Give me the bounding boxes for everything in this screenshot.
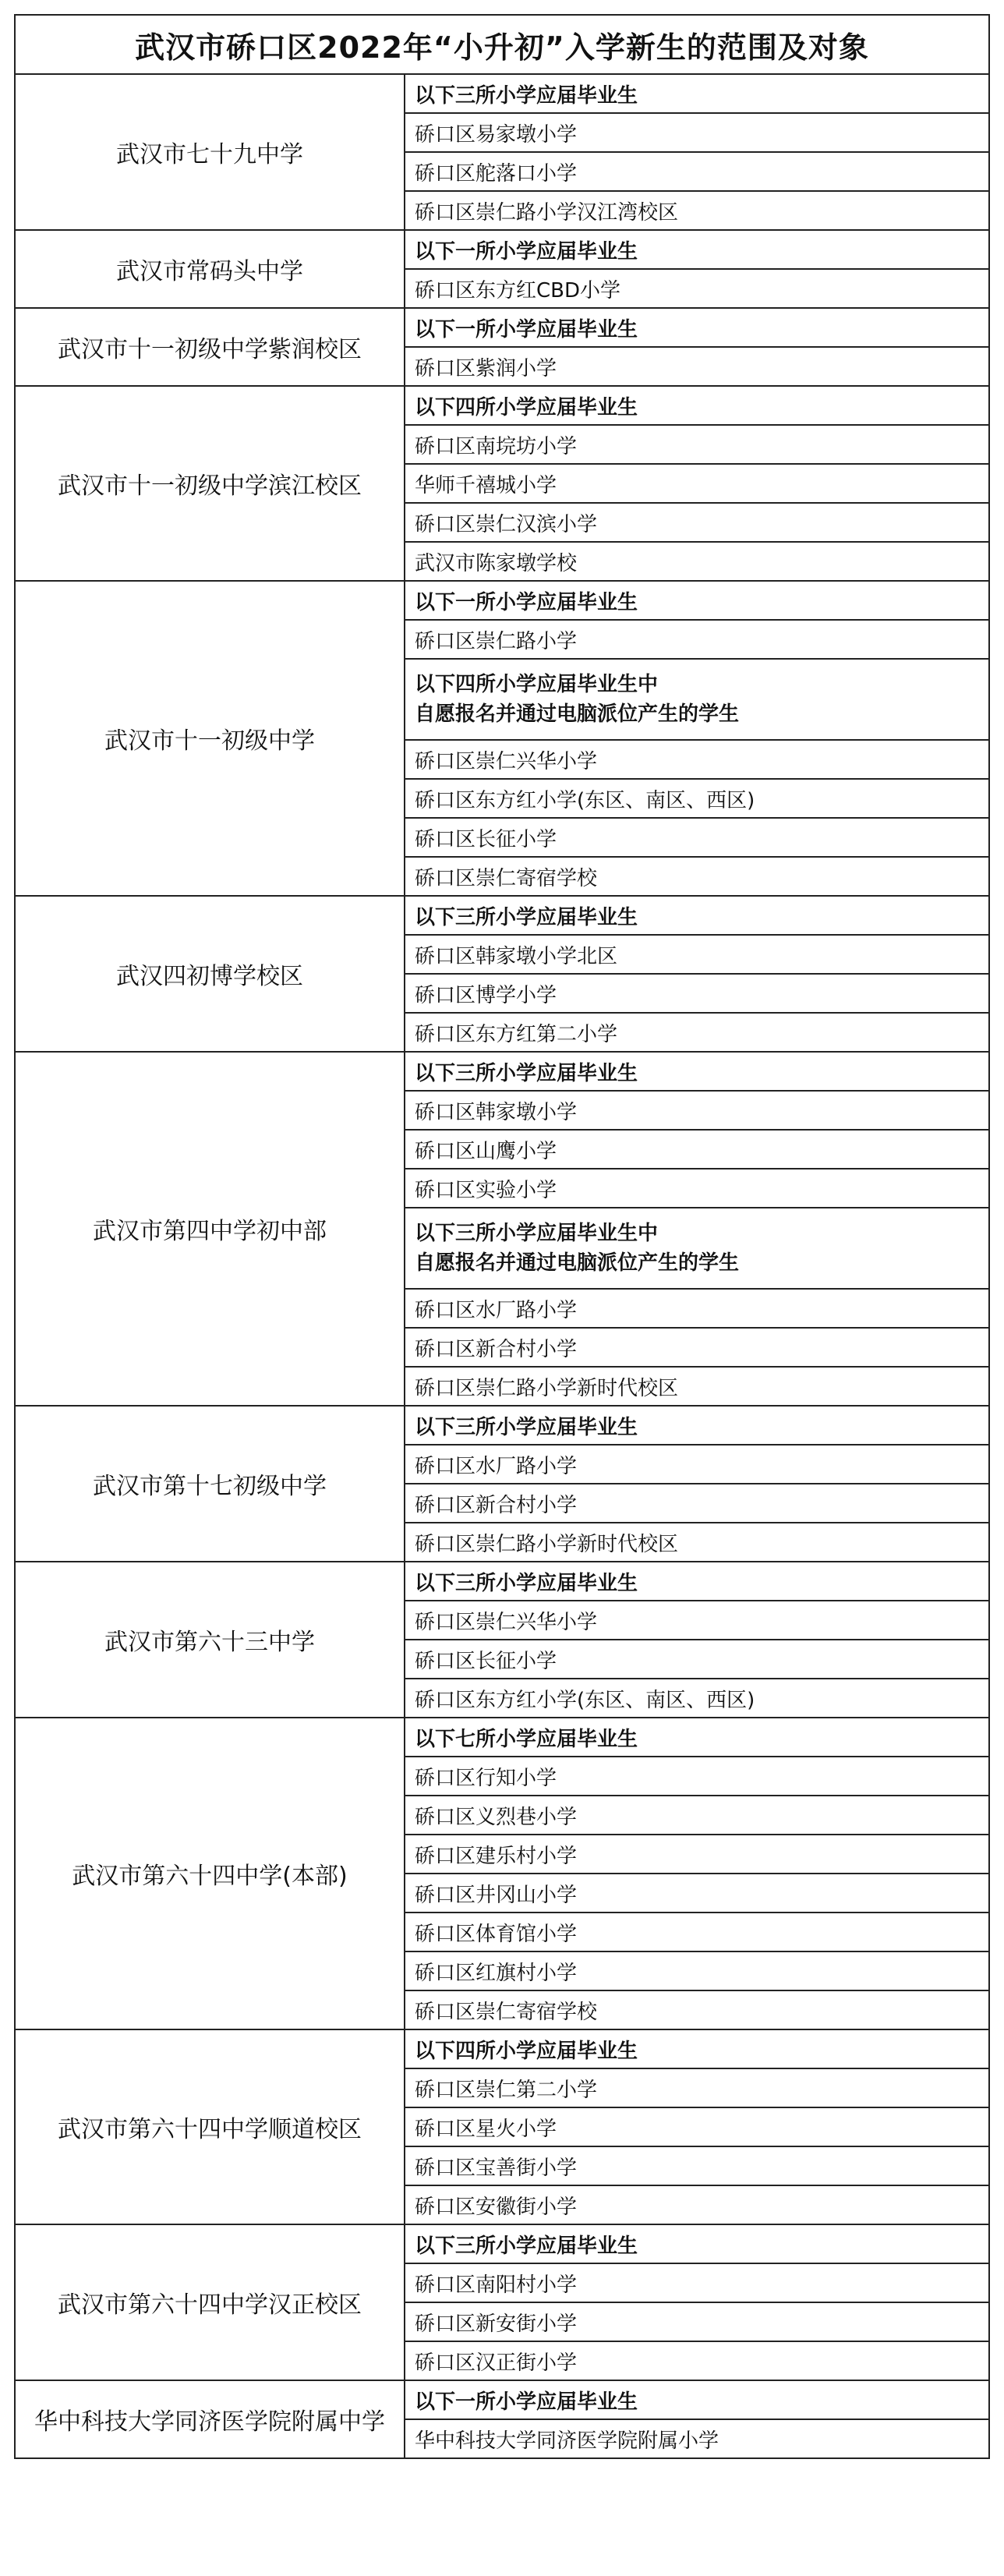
primary-school-name: 硚口区东方红CBD小学: [405, 269, 989, 308]
primary-school-name: 硚口区体育馆小学: [405, 1913, 989, 1951]
eligibility-header: 以下一所小学应届毕业生: [405, 581, 989, 620]
eligibility-header: 以下三所小学应届毕业生: [405, 2224, 989, 2263]
document: [14, 14, 990, 2459]
document-title: 武汉市硚口区2022年“小升初”入学新生的范围及对象: [14, 14, 990, 73]
primary-school-name: 硚口区崇仁路小学新时代校区: [405, 1367, 989, 1406]
primary-school-name: 硚口区韩家墩小学北区: [405, 935, 989, 974]
primary-school-name: 硚口区行知小学: [405, 1757, 989, 1796]
middle-school-name: 武汉市十一初级中学滨江校区: [15, 386, 405, 581]
table-row: [15, 2029, 989, 2068]
primary-school-name: 硚口区易家墩小学: [405, 113, 989, 152]
eligibility-header: 以下四所小学应届毕业生: [405, 2029, 989, 2068]
primary-school-name: 硚口区星火小学: [405, 2107, 989, 2146]
primary-school-name: 硚口区义烈巷小学: [405, 1796, 989, 1835]
primary-school-name: 硚口区建乐村小学: [405, 1835, 989, 1874]
middle-school-name: 武汉市十一初级中学紫润校区: [15, 308, 405, 386]
primary-school-name: 华师千禧城小学: [405, 464, 989, 503]
table-row: [15, 1406, 989, 1445]
primary-school-name: 硚口区崇仁汉滨小学: [405, 503, 989, 542]
middle-school-name: 武汉市第六十四中学汉正校区: [15, 2224, 405, 2380]
primary-school-name: 硚口区宝善街小学: [405, 2146, 989, 2185]
eligibility-header: 以下三所小学应届毕业生: [405, 896, 989, 935]
middle-school-name: 武汉市第六十四中学顺道校区: [15, 2029, 405, 2224]
school-table-body: [15, 74, 989, 2458]
middle-school-name: 武汉市第六十三中学: [15, 1562, 405, 1718]
primary-school-name: 硚口区韩家墩小学: [405, 1091, 989, 1130]
eligibility-header: 以下一所小学应届毕业生: [405, 308, 989, 347]
primary-school-name: 硚口区舵落口小学: [405, 152, 989, 191]
primary-school-name: 硚口区崇仁寄宿学校: [405, 857, 989, 896]
primary-school-name: 硚口区井冈山小学: [405, 1874, 989, 1913]
table-row: [15, 1562, 989, 1601]
middle-school-name: 武汉市十一初级中学: [15, 581, 405, 896]
primary-school-name: 硚口区崇仁寄宿学校: [405, 1990, 989, 2029]
eligibility-header: 以下三所小学应届毕业生中 自愿报名并通过电脑派位产生的学生: [405, 1208, 989, 1289]
primary-school-name: 硚口区南垸坊小学: [405, 425, 989, 464]
school-table: [14, 73, 990, 2459]
table-row: [15, 230, 989, 269]
primary-school-name: 硚口区长征小学: [405, 1640, 989, 1679]
primary-school-name: 硚口区崇仁路小学: [405, 620, 989, 659]
table-row: [15, 1718, 989, 1757]
eligibility-header: 以下七所小学应届毕业生: [405, 1718, 989, 1757]
primary-school-name: 硚口区山鹰小学: [405, 1130, 989, 1169]
middle-school-name: 武汉市第四中学初中部: [15, 1052, 405, 1406]
primary-school-name: 硚口区红旗村小学: [405, 1951, 989, 1990]
table-row: [15, 1052, 989, 1091]
table-row: [15, 2380, 989, 2419]
eligibility-header: 以下一所小学应届毕业生: [405, 230, 989, 269]
middle-school-name: 武汉市常码头中学: [15, 230, 405, 308]
eligibility-header: 以下三所小学应届毕业生: [405, 1052, 989, 1091]
primary-school-name: 硚口区崇仁兴华小学: [405, 740, 989, 779]
table-row: [15, 74, 989, 113]
primary-school-name: 华中科技大学同济医学院附属小学: [405, 2419, 989, 2458]
middle-school-name: 武汉四初博学校区: [15, 896, 405, 1052]
eligibility-header: 以下四所小学应届毕业生: [405, 386, 989, 425]
primary-school-name: 硚口区实验小学: [405, 1169, 989, 1208]
primary-school-name: 硚口区新合村小学: [405, 1328, 989, 1367]
primary-school-name: 硚口区南阳村小学: [405, 2263, 989, 2302]
eligibility-header: 以下四所小学应届毕业生中 自愿报名并通过电脑派位产生的学生: [405, 659, 989, 740]
middle-school-name: 武汉市七十九中学: [15, 74, 405, 230]
middle-school-name: 武汉市第十七初级中学: [15, 1406, 405, 1562]
primary-school-name: 硚口区汉正街小学: [405, 2341, 989, 2380]
table-row: [15, 896, 989, 935]
primary-school-name: 硚口区水厂路小学: [405, 1445, 989, 1484]
primary-school-name: 硚口区新安街小学: [405, 2302, 989, 2341]
eligibility-header: 以下三所小学应届毕业生: [405, 74, 989, 113]
primary-school-name: 硚口区崇仁兴华小学: [405, 1601, 989, 1640]
primary-school-name: 硚口区东方红小学(东区、南区、西区): [405, 779, 989, 818]
primary-school-name: 硚口区博学小学: [405, 974, 989, 1013]
primary-school-name: 硚口区安徽街小学: [405, 2185, 989, 2224]
primary-school-name: 硚口区东方红第二小学: [405, 1013, 989, 1052]
primary-school-name: 硚口区紫润小学: [405, 347, 989, 386]
table-row: [15, 308, 989, 347]
middle-school-name: 华中科技大学同济医学院附属中学: [15, 2380, 405, 2458]
primary-school-name: 硚口区水厂路小学: [405, 1289, 989, 1328]
eligibility-header: 以下三所小学应届毕业生: [405, 1562, 989, 1601]
eligibility-header: 以下一所小学应届毕业生: [405, 2380, 989, 2419]
middle-school-name: 武汉市第六十四中学(本部): [15, 1718, 405, 2029]
primary-school-name: 硚口区新合村小学: [405, 1484, 989, 1523]
eligibility-header: 以下三所小学应届毕业生: [405, 1406, 989, 1445]
primary-school-name: 武汉市陈家墩学校: [405, 542, 989, 581]
table-row: [15, 581, 989, 620]
primary-school-name: 硚口区东方红小学(东区、南区、西区): [405, 1679, 989, 1718]
table-row: [15, 386, 989, 425]
primary-school-name: 硚口区崇仁第二小学: [405, 2068, 989, 2107]
primary-school-name: 硚口区崇仁路小学新时代校区: [405, 1523, 989, 1562]
table-row: [15, 2224, 989, 2263]
primary-school-name: 硚口区长征小学: [405, 818, 989, 857]
primary-school-name: 硚口区崇仁路小学汉江湾校区: [405, 191, 989, 230]
